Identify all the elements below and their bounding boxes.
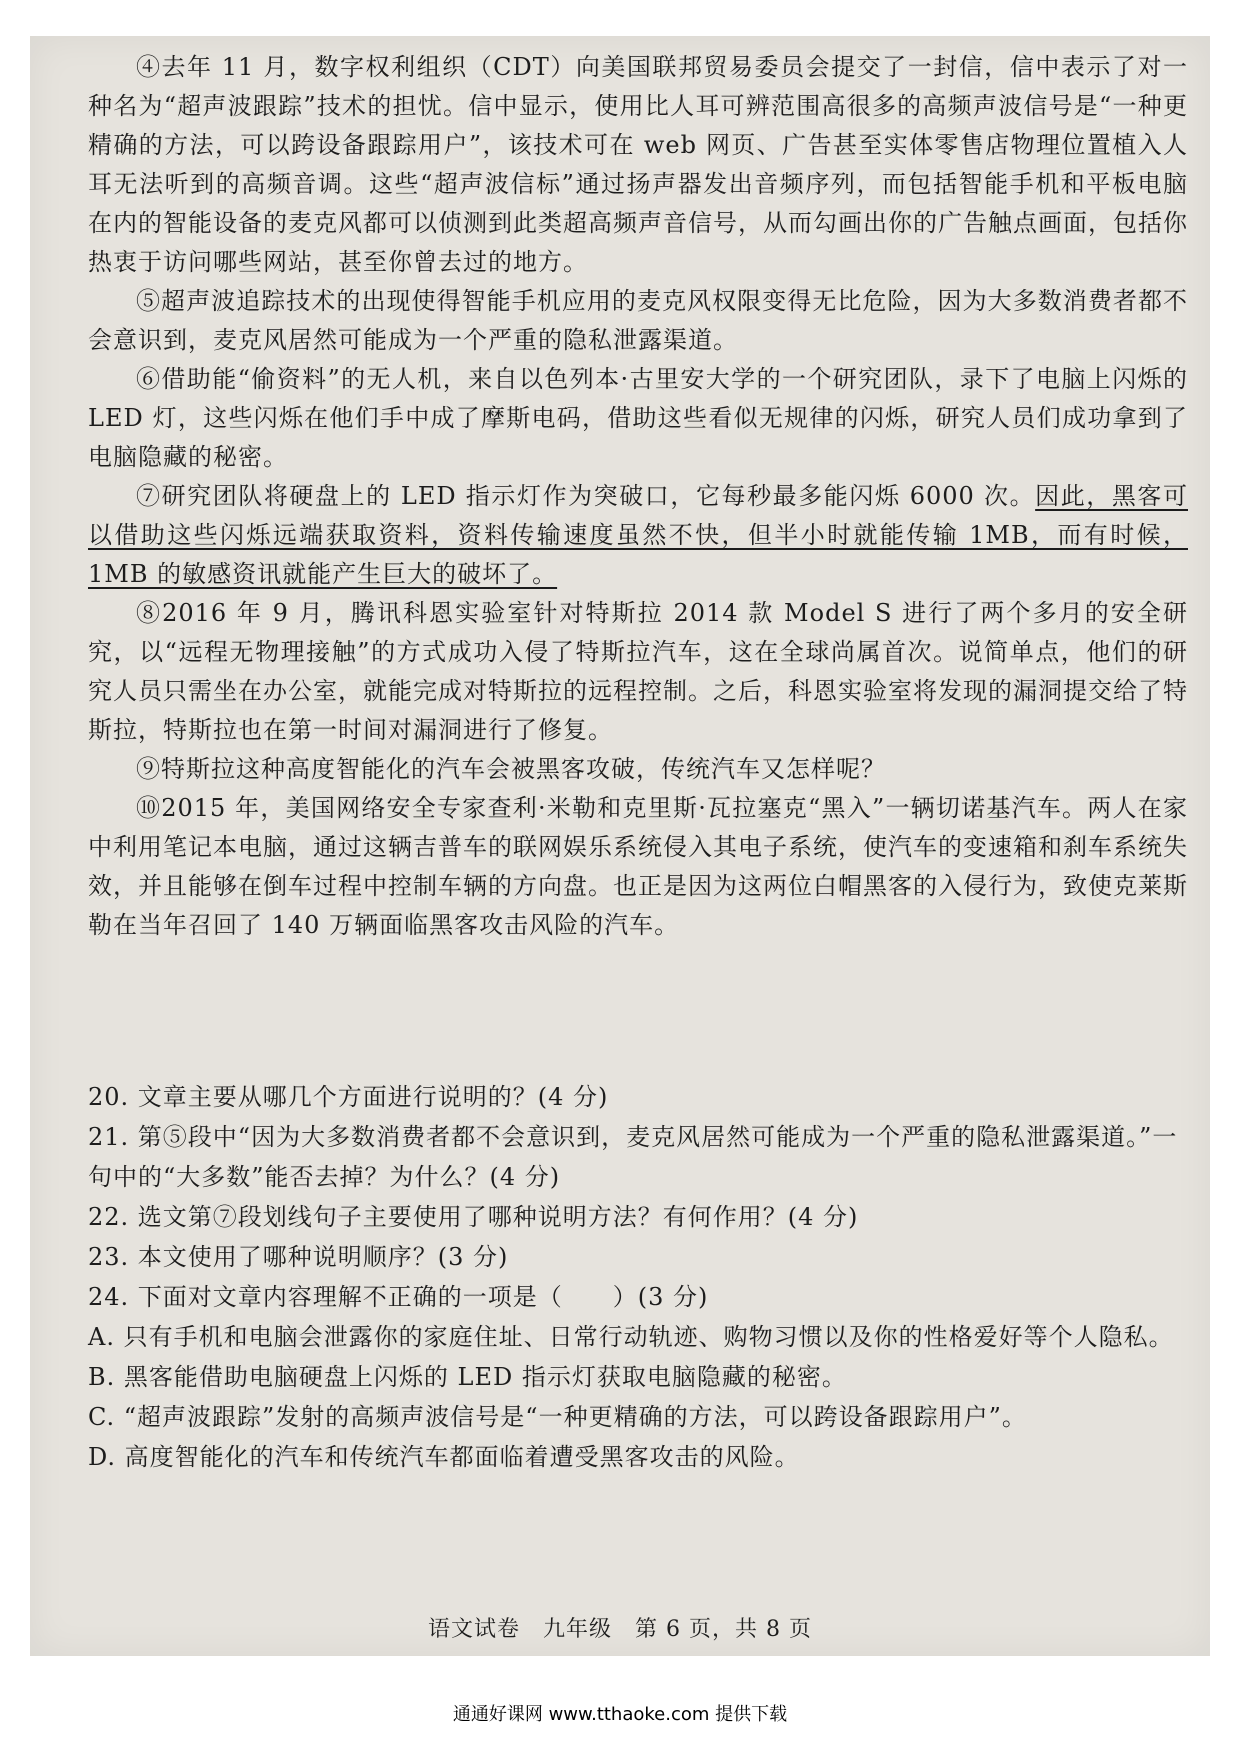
underlined-sentence: 因此，黑客可以借助这些闪烁远端获取资料，资料传输速度虽然不快，但半小时就能传输 1MB，而有时候，1MB 的敏感资讯就能产生巨大的破坏了。 [88,482,1188,588]
question-22: 22. 选文第⑦段划线句子主要使用了哪种说明方法？有何作用？(4 分) [88,1203,859,1231]
question-20: 20. 文章主要从哪几个方面进行说明的？(4 分) [88,1083,609,1111]
paragraph-7 [88,477,1188,594]
article-body [88,48,1188,945]
paragraph-8: ⑧2016 年 9 月，腾讯科恩实验室针对特斯拉 2014 款 Model S 进行了两个多月的安全研究，以“远程无物理接触”的方式成功入侵了特斯拉汽车，这在全球尚属首次。说简单点，他们的研究人员只需坐在办公室，就能完成对特斯拉的远程控制。之后，科恩实验室将发现的漏洞提交给了特斯拉，特斯拉也在第一时间对漏洞进行了修复。 [88,599,1188,744]
site-credit: 通通好课网 www.tthaoke.com 提供下载 [452,1704,788,1725]
option-b: B. 黑客能借助电脑硬盘上闪烁的 LED 指示灯获取电脑隐藏的秘密。 [88,1363,847,1391]
paragraph-4: ④去年 11 月，数字权利组织（CDT）向美国联邦贸易委员会提交了一封信，信中表示了对一种名为“超声波跟踪”技术的担忧。信中显示，使用比人耳可辨范围高很多的高频声波信号是“一种更精确的方法，可以跨设备跟踪用户”，该技术可在 web 网页、广告甚至实体零售店物理位置植入人耳无法听到的高频音调。这些“超声波信标”通过扬声器发出音频序列，而包括智能手机和平板电脑在内的智能设备的麦克风都可以侦测到此类超高频声音信号，从而勾画出你的广告触点画面，包括你热衷于访问哪些网站，甚至你曾去过的地方。 [88,53,1188,276]
paragraph-10: ⑩2015 年，美国网络安全专家查利·米勒和克里斯·瓦拉塞克“黑入”一辆切诺基汽车。两人在家中利用笔记本电脑，通过这辆吉普车的联网娱乐系统侵入其电子系统，使汽车的变速箱和刹车系统失效，并且能够在倒车过程中控制车辆的方向盘。也正是因为这两位白帽黑客的入侵行为，致使克莱斯勒在当年召回了 140 万辆面临黑客攻击风险的汽车。 [88,794,1188,939]
option-a: A. 只有手机和电脑会泄露你的家庭住址、日常行动轨迹、购物习惯以及你的性格爱好等个人隐私。 [88,1323,1174,1351]
paragraph-9: ⑨特斯拉这种高度智能化的汽车会被黑客攻破，传统汽车又怎样呢？ [136,755,886,783]
question-23: 23. 本文使用了哪种说明顺序？(3 分) [88,1243,509,1271]
page-footer: 语文试卷 九年级 第 6 页，共 8 页 [428,1617,812,1642]
paragraph-7-text: ⑦研究团队将硬盘上的 LED 指示灯作为突破口，它每秒最多能闪烁 6000 次。 [136,482,1036,510]
question-24: 24. 下面对文章内容理解不正确的一项是（ ）(3 分) [88,1283,709,1311]
option-c: C. “超声波跟踪”发射的高频声波信号是“一种更精确的方法，可以跨设备跟踪用户”。 [88,1403,1027,1431]
paragraph-5: ⑤超声波追踪技术的出现使得智能手机应用的麦克风权限变得无比危险，因为大多数消费者都不会意识到，麦克风居然可能成为一个严重的隐私泄露渠道。 [88,287,1188,354]
question-21: 21. 第⑤段中“因为大多数消费者都不会意识到，麦克风居然可能成为一个严重的隐私泄露渠道。”一句中的“大多数”能否去掉？为什么？(4 分) [88,1123,1178,1191]
question-section [88,1077,1188,1477]
option-d: D. 高度智能化的汽车和传统汽车都面临着遭受黑客攻击的风险。 [88,1443,800,1471]
paragraph-6: ⑥借助能“偷资料”的无人机，来自以色列本·古里安大学的一个研究团队，录下了电脑上闪烁的 LED 灯，这些闪烁在他们手中成了摩斯电码，借助这些看似无规律的闪烁，研究人员们成功拿到了电脑隐藏的秘密。 [88,365,1188,471]
